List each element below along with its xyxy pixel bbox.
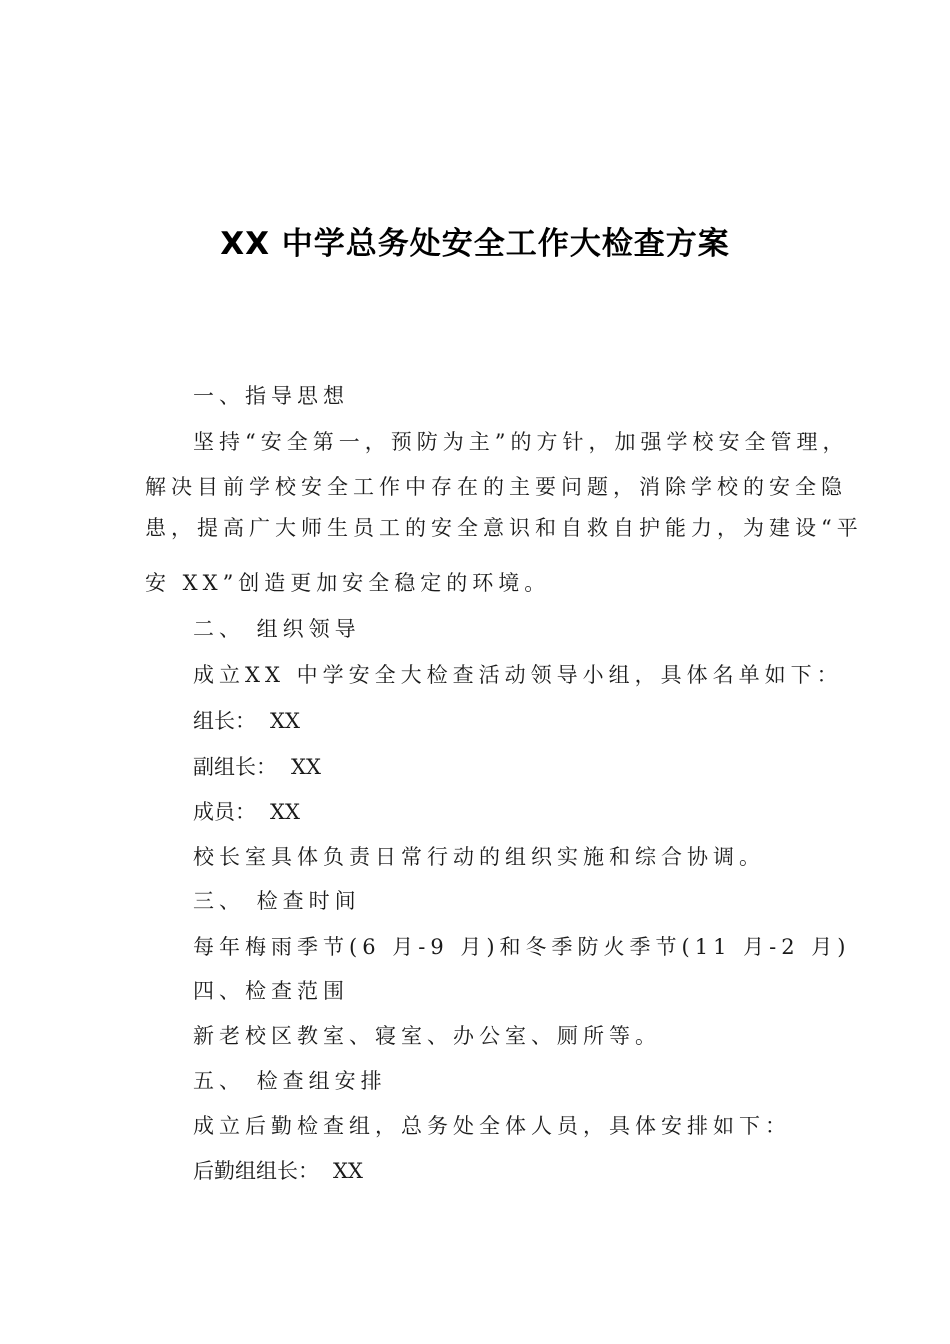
member-entry [193, 797, 300, 827]
section-2-heading: 二、 组织领导 [193, 617, 361, 641]
member-label: 成员： [193, 800, 256, 824]
section-3-heading: 三、 检查时间 [193, 889, 361, 913]
inspection-time-text: 每年梅雨季节(6 月-9 月)和冬季防火季节(11 月-2 月) [193, 935, 851, 959]
section-1-heading: 一、指导思想 [193, 384, 349, 408]
leader-entry [193, 706, 300, 736]
leadership-intro: 成立XX 中学安全大检查活动领导小组，具体名单如下： [193, 663, 843, 687]
paragraph-line: 解决目前学校安全工作中存在的主要问题，消除学校的安全隐 [145, 475, 847, 499]
member-value: XX [270, 800, 300, 824]
leader-label: 组长： [193, 709, 256, 733]
deputy-entry [193, 752, 321, 782]
logistics-leader-entry [193, 1156, 363, 1186]
leader-value: XX [270, 709, 300, 733]
logistics-value: XX [333, 1159, 363, 1183]
section-4-heading: 四、检查范围 [193, 979, 349, 1003]
paragraph-line: 安 XX”创造更加安全稳定的环境。 [145, 571, 551, 595]
logistics-label: 后勤组组长： [193, 1159, 319, 1183]
paragraph-line: 患，提高广大师生员工的安全意识和自救自护能力，为建设“平 [145, 516, 863, 540]
page-title: XX 中学总务处安全工作大检查方案 [220, 226, 730, 262]
deputy-label: 副组长： [193, 755, 277, 779]
inspection-scope-text: 新老校区教室、寝室、办公室、厕所等。 [193, 1024, 661, 1048]
deputy-value: XX [291, 755, 321, 779]
coordination-note: 校长室具体负责日常行动的组织实施和综合协调。 [193, 845, 765, 869]
team-intro: 成立后勤检查组，总务处全体人员，具体安排如下： [193, 1114, 791, 1138]
section-5-heading: 五、 检查组安排 [193, 1069, 387, 1093]
paragraph-line: 坚持“安全第一，预防为主”的方针，加强学校安全管理， [193, 430, 849, 454]
